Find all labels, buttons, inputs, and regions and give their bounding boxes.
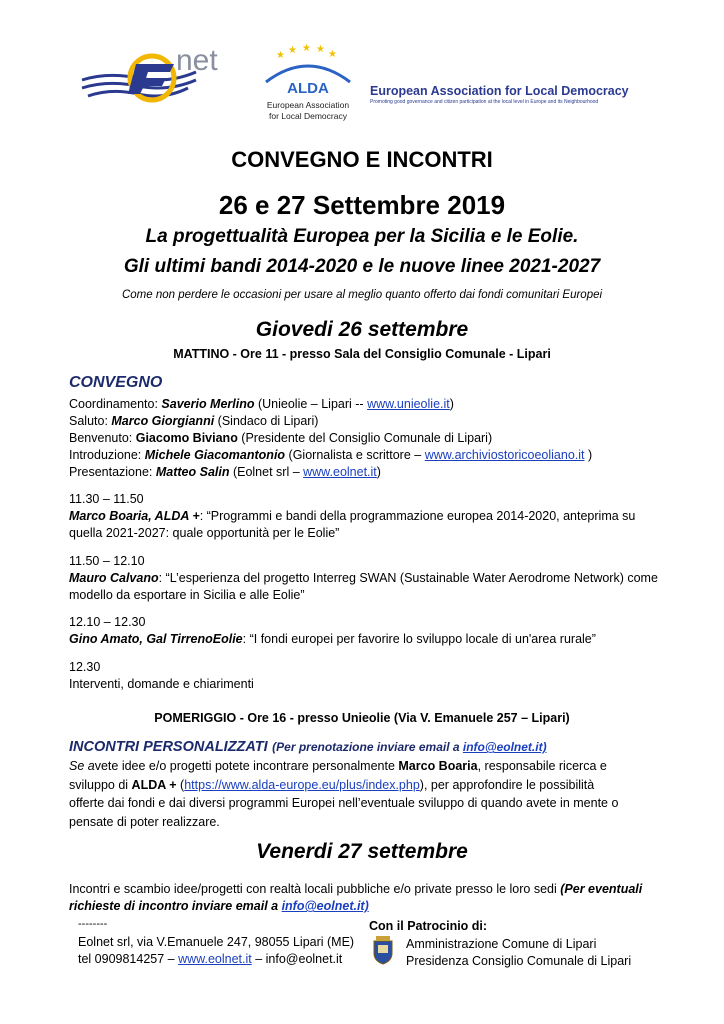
page-title: CONVEGNO E INCONTRI (231, 147, 493, 172)
unieolie-link[interactable]: www.unieolie.it (367, 397, 450, 411)
talk-2: 11.50 – 12.10 Mauro Calvano: “L’esperienza del progetto Interreg SWAN (Sustainable Water Aerodrome Network) come modello da esportare in Sicilia e alle Eolie” (69, 553, 689, 604)
roles-list (69, 396, 669, 481)
final-time: 12.30 (69, 660, 101, 674)
eolnet-logo-text: net (176, 44, 218, 77)
patron-item: Amministrazione Comune di Lipari (406, 937, 597, 951)
svg-text:★: ★ (276, 50, 285, 61)
eu-association-subtitle: Promoting good governance and citizen participation at the local level in Europe and its Neighbourhood (370, 99, 599, 105)
svg-text:★: ★ (302, 44, 311, 54)
eolnet-logo-graphic (78, 42, 248, 106)
lipari-crest-icon (372, 935, 394, 965)
alda-logo (258, 44, 358, 134)
talk-speaker: Mauro Calvano (69, 571, 159, 585)
day1-heading: Giovedi 26 settembre (255, 318, 469, 341)
subtitle-line-1: La progettualità Europea per la Sicilia e le Eolie. (145, 226, 579, 247)
day2-heading: Venerdi 27 settembre (256, 840, 468, 863)
eolnet-logo (78, 42, 248, 106)
role-row: Coordinamento: Saverio Merlino (Unieolie – Lipari -- www.unieolie.it) (69, 397, 454, 411)
alda-plus-link[interactable]: https://www.alda-europe.eu/plus/index.php (184, 777, 420, 792)
event-date: 26 e 27 Settembre 2019 (218, 190, 506, 220)
patron-item: Presidenza Consiglio Comunale di Lipari (406, 954, 632, 968)
role-row: Introduzione: Michele Giacomantonio (Giornalista e scrittore – www.archiviostoricoeoliano.it ) (69, 448, 593, 462)
alda-logo-text: ALDA (287, 80, 329, 97)
patrocinio-label: Con il Patrocinio di: (369, 919, 488, 933)
talk-speaker: Marco Boaria, ALDA + (69, 509, 200, 523)
role-row: Saluto: Marco Giorgianni (Sindaco di Lipari) (69, 414, 319, 428)
role-row: Benvenuto: Giacomo Biviano (Presidente del Consiglio Comunale di Lipari) (69, 431, 493, 445)
eu-association-logo (370, 84, 660, 105)
info-email-link[interactable]: info@eolnet.it) (462, 740, 547, 754)
talk-time: 11.30 – 11.50 (69, 492, 144, 506)
talk-speaker: Gino Amato, Gal TirrenoEolie (69, 632, 243, 646)
incontri-label: INCONTRI PERSONALIZZATI (69, 739, 268, 755)
incontri-note: (Per prenotazione inviare email a info@eolnet.it) (272, 740, 547, 754)
eolnet-link[interactable]: www.eolnet.it (303, 465, 377, 479)
alda-logo-sub1: European Association (266, 100, 350, 110)
morning-session: MATTINO - Ore 11 - presso Sala del Consiglio Comunale - Lipari (173, 347, 551, 361)
footer-dashes: -------- (78, 918, 108, 930)
footer-contact (78, 918, 368, 968)
final-slot (69, 659, 669, 693)
incontri-heading (69, 738, 689, 756)
info-email-link-2[interactable]: info@eolnet.it) (281, 899, 369, 913)
final-text: Interventi, domande e chiarimenti (69, 677, 254, 691)
talk-3: 12.10 – 12.30 Gino Amato, Gal TirrenoEolie: “I fondi europei per favorire lo sviluppo locale di un'area rurale” (69, 614, 669, 648)
footer-eolnet-link[interactable]: www.eolnet.it (178, 952, 252, 966)
alda-stars-arc (258, 44, 358, 84)
talk-time: 12.10 – 12.30 (69, 615, 146, 629)
patrons-list (406, 936, 686, 970)
eu-association-title: European Association for Local Democracy (370, 84, 629, 98)
role-row: Presentazione: Matteo Salin (Eolnet srl – www.eolnet.it) (69, 465, 381, 479)
footer-phone: tel 0909814257 – www.eolnet.it – info@eolnet.it (78, 952, 343, 966)
convegno-label: CONVEGNO (69, 374, 163, 391)
svg-text:★: ★ (328, 49, 337, 60)
day2-text: Incontri e scambio idee/progetti con realtà locali pubbliche e/o private presso le loro sedi (Per eventuali richieste di incontro inviare email a info@eolnet.it) (69, 882, 643, 913)
subtitle-line-2: Gli ultimi bandi 2014-2020 e le nuove linee 2021-2027 (123, 256, 601, 277)
archivio-link[interactable]: www.archiviostoricoeoliano.it (424, 448, 585, 462)
talk-1: 11.30 – 11.50 Marco Boaria, ALDA +: “Programmi e bandi della programmazione europea 2014-2020, anteprima su quella 2021-2027: quale opportunità per le Eolie” (69, 491, 669, 542)
svg-text:★: ★ (316, 44, 325, 55)
alda-logo-sub2: for Local Democracy (269, 111, 347, 121)
afternoon-session: POMERIGGIO - Ore 16 - presso Unieolie (Via V. Emanuele 257 – Lipari) (154, 711, 570, 725)
footer-address: Eolnet srl, via V.Emanuele 247, 98055 Lipari (ME) (78, 935, 355, 949)
tagline: Come non perdere le occasioni per usare al meglio quanto offerto dai fondi comunitari Europei (121, 289, 603, 301)
talk-time: 11.50 – 12.10 (69, 554, 145, 568)
svg-text:★: ★ (288, 45, 297, 56)
incontri-paragraph: Se avete idee e/o progetti potete incontrare personalmente Marco Boaria, responsabile ricerca e sviluppo di ALDA + (https://www.alda-europe.eu/plus/index.php), per approfondire le possibilità offerte dai fondi e dai diversi programmi Europei nell’eventuale sviluppo di quando avete in mente o pensate di poter realizzare. (69, 759, 619, 829)
